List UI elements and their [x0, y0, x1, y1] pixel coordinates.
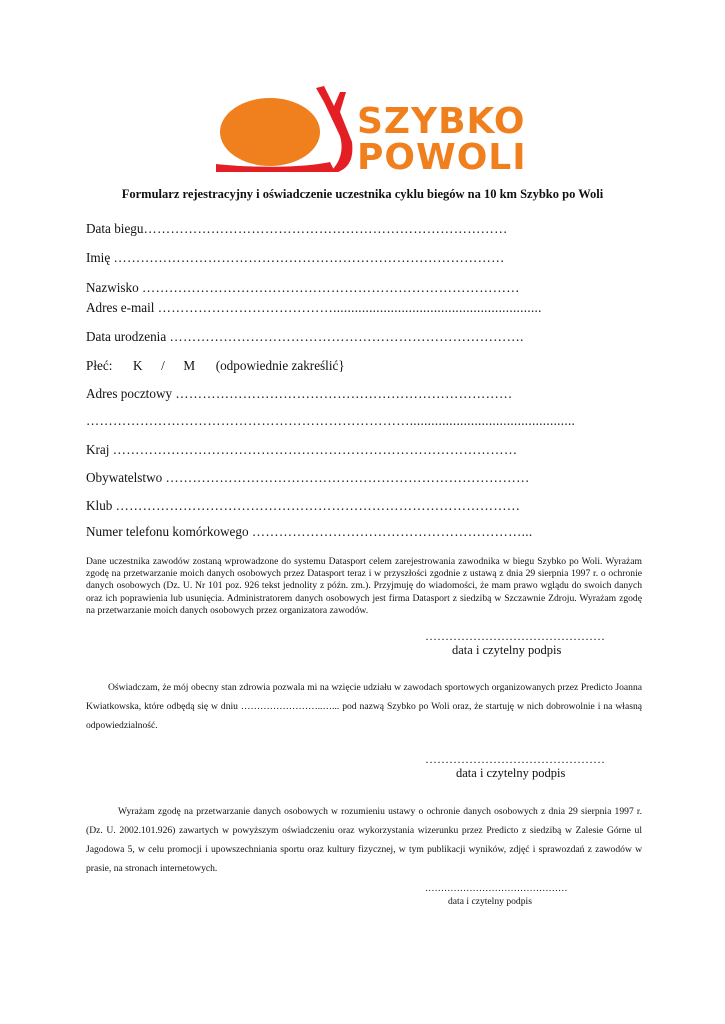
field-first-name[interactable]	[86, 250, 505, 266]
field-mobile-phone[interactable]	[86, 524, 532, 540]
field-label: Kraj	[86, 442, 113, 457]
data-consent-text: Dane uczestnika zawodów zostaną wprowadzone do systemu Datasport celem zarejestrowania zawodnika w biegu Szybko po Woli. Wyrażam zgodę na przetwarzanie moich danych osobowych przez Datasport teraz i w przyszłości zgodnie z ustawą z dnia 29 sierpnia 1997 r. o ochronie danych osobowych (Dz. U. Nr 101 poz. 926 tekst jednolity z późn. zm.). Przyjmuję do wiadomości, że mam prawo wglądu do swoich danych oraz ich poprawienia lub usunięcia. Administratorem danych osobowych jest firma Datasport z siedzibą w Szczawnie Zdroju. Wyrażam zgodę na przetwarzanie moich danych osobowych przez organizatora zawodów.	[86, 556, 642, 616]
field-label: Numer telefonu komórkowego	[86, 524, 252, 539]
gender-note: (odpowiednie zakreślić}	[215, 358, 345, 373]
field-race-date[interactable]	[86, 221, 508, 237]
field-dots: ………………………………………………………………..............................................	[86, 413, 576, 428]
form-title: Formularz rejestracyjny i oświadczenie uczestnika cyklu biegów na 10 km Szybko po Woli	[121, 187, 604, 201]
field-label: Adres e-mail	[86, 300, 158, 315]
field-label: Nazwisko	[86, 280, 143, 295]
field-label: Data biegu	[86, 221, 144, 236]
field-dots: ……………………………………………………...	[251, 524, 533, 539]
health-statement	[86, 678, 642, 735]
image-consent	[86, 802, 642, 878]
field-label: Imię	[86, 250, 114, 265]
field-dots: ………………………………………………………………………………	[115, 498, 521, 513]
field-dots: …………………………………………………………………………	[142, 280, 520, 295]
gender-option-m[interactable]: M	[183, 358, 196, 373]
signature-dots-1[interactable]: ………………………………………	[425, 629, 605, 643]
gender-label: Płeć:	[86, 358, 113, 373]
field-dots: ………………………………………………………………………………	[112, 442, 518, 457]
field-postal-address[interactable]	[86, 386, 513, 402]
field-dots: ……………………………………………………………………………	[113, 250, 505, 265]
field-dots: …………………………………………………………………	[175, 386, 513, 401]
signature-label-2: data i czytelny podpis	[456, 766, 566, 780]
image-consent-text: Wyrażam zgodę na przetwarzanie danych osobowych w rozumieniu ustawy o ochronie danych osobowych z dnia 29 sierpnia 1997 r. (Dz. U. 2002.101.926) zawartych w powyższym oświadczeniu oraz wykorzystania wizerunku przez Predicto z siedzibą w Zalesie Górne ul Jagodowa 5, w celu promocji i upowszechniania sportu oraz kultury fizycznej, w tym publikacji wyników, zdjęć i sprawozdań z zawodów w prasie, na stronach internetowych.	[86, 806, 642, 874]
field-citizenship[interactable]	[86, 470, 530, 486]
field-email[interactable]	[86, 300, 542, 316]
signature-dots-3[interactable]: ………………………………………	[425, 884, 568, 894]
logo-text-line1: SZYBKO	[357, 101, 526, 142]
field-club[interactable]	[86, 498, 520, 514]
signature-dots-2[interactable]: ………………………………………	[425, 752, 605, 766]
field-label: Klub	[86, 498, 116, 513]
field-dots: …………………………………………………………………….	[169, 329, 524, 344]
health-statement-text: Oświadczam, że mój obecny stan zdrowia pozwala mi na wzięcie udziału w zawodach sportowych organizowanych przez Predicto Joanna Kwiatkowska, które odbędą się w dniu ……………………..…... pod nazwą Szybko po Woli oraz, że startuję w nich dobrowolnie i na własną odpowiedzialność.	[86, 682, 642, 731]
gender-option-k[interactable]: K	[132, 358, 143, 373]
field-label: Adres pocztowy	[86, 386, 176, 401]
signature-label-1: data i czytelny podpis	[452, 643, 562, 657]
field-dots: ………………………………………………………………………	[165, 470, 530, 485]
field-dots: …………………………………..........................................................	[157, 300, 542, 315]
field-dots: ………………………………………………………………………	[143, 221, 508, 236]
logo-text-line2: POWOLI	[357, 137, 527, 178]
field-birth-date[interactable]	[86, 329, 524, 345]
field-country[interactable]	[86, 442, 517, 458]
field-label: Obywatelstwo	[86, 470, 166, 485]
signature-label-3: data i czytelny podpis	[448, 896, 532, 907]
field-gender[interactable]	[86, 358, 345, 374]
field-postal-address-line2[interactable]	[86, 413, 575, 429]
gender-slash: /	[161, 358, 165, 373]
field-last-name[interactable]	[86, 280, 520, 296]
field-label: Data urodzenia	[86, 329, 170, 344]
